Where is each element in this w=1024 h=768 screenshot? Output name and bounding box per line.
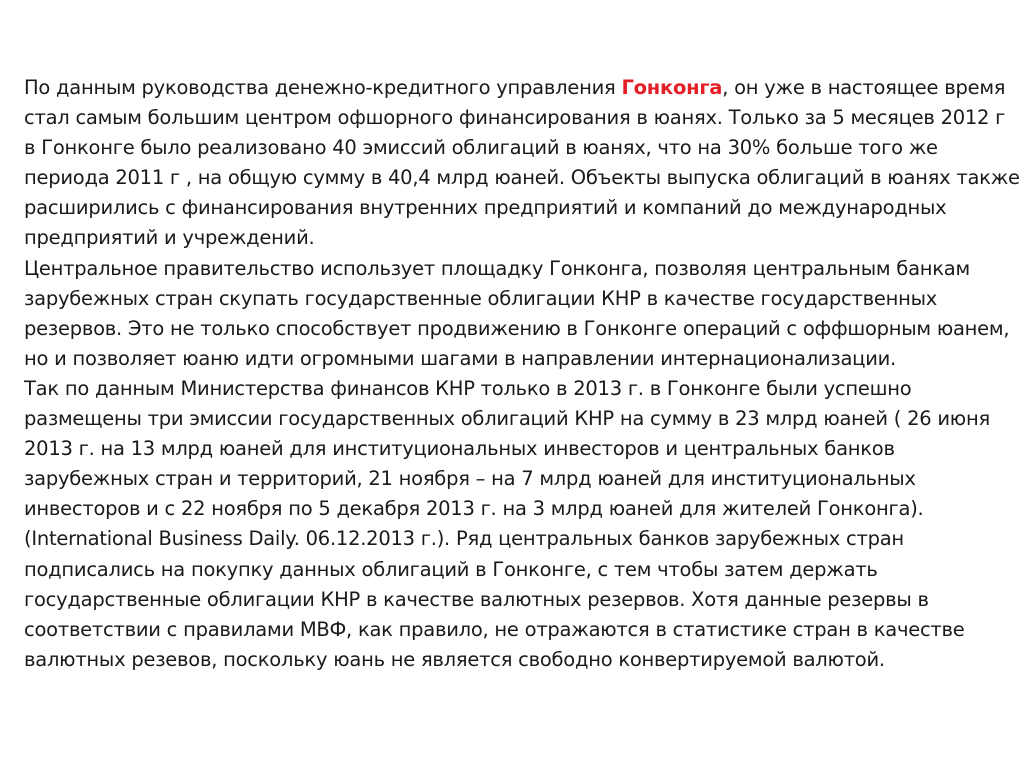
paragraph-ministry-of-finance: Так по данным Министерства финансов КНР только в 2013 г. в Гонконге были успешно размещены три эмиссии государственных облигаций КНР на сумму в 23 млрд юаней ( 26 июня 2013 г. на 13 млрд юаней для институциональных инвесторов и центральных банков зарубежных стран и территорий, 21 ноября – на 7 млрд юаней для институциональных инвесторов и с 22 ноября по 5 декабря 2013 г. на 3 млрд юаней для жителей Гонконга). (International Business Daily. 06.12.2013 г.). Ряд центральных банков зарубежных стран подписались на покупку данных облигаций в Гонконге, с тем чтобы затем держать государственные облигации КНР в качестве валютных резервов. Хотя данные резервы в соответствии с правилами МВФ, как правило, не отражаются в статистике стран в качестве валютных резевов, поскольку юань не является свободно конвертируемой валютой. <box>24 376 990 671</box>
paragraph-hong-kong-offshore-center <box>24 73 1020 254</box>
paragraph-central-government: Центральное правительство использует площадку Гонконга, позволяя центральным банкам зарубежных стран скупать государственные облигации КНР в качестве государственных резервов. Это не только способствует продвижению в Гонконге операций с оффшорным юанем, но и позволяет юаню идти огромными шагами в направлении интернационализации. <box>24 256 1010 370</box>
slide-text-body <box>24 73 1020 675</box>
highlight-hong-kong: Гонконга <box>621 76 723 99</box>
paragraph-1-lead: По данным руководства денежно-кредитного управления <box>24 76 622 99</box>
paragraph-1-rest: , он уже в настоящее время стал самым большим центром офшорного финансирования в юанях. Только за 5 месяцев 2012 г в Гонконге было реализовано 40 эмиссий облигаций в юанях, что на 30% больше того же периода 2011 г , на общую сумму в 40,4 млрд юаней. Объекты выпуска облигаций в юанях также расширились с финансирования внутренних предприятий и компаний до международных предприятий и учреждений. <box>24 76 1020 250</box>
